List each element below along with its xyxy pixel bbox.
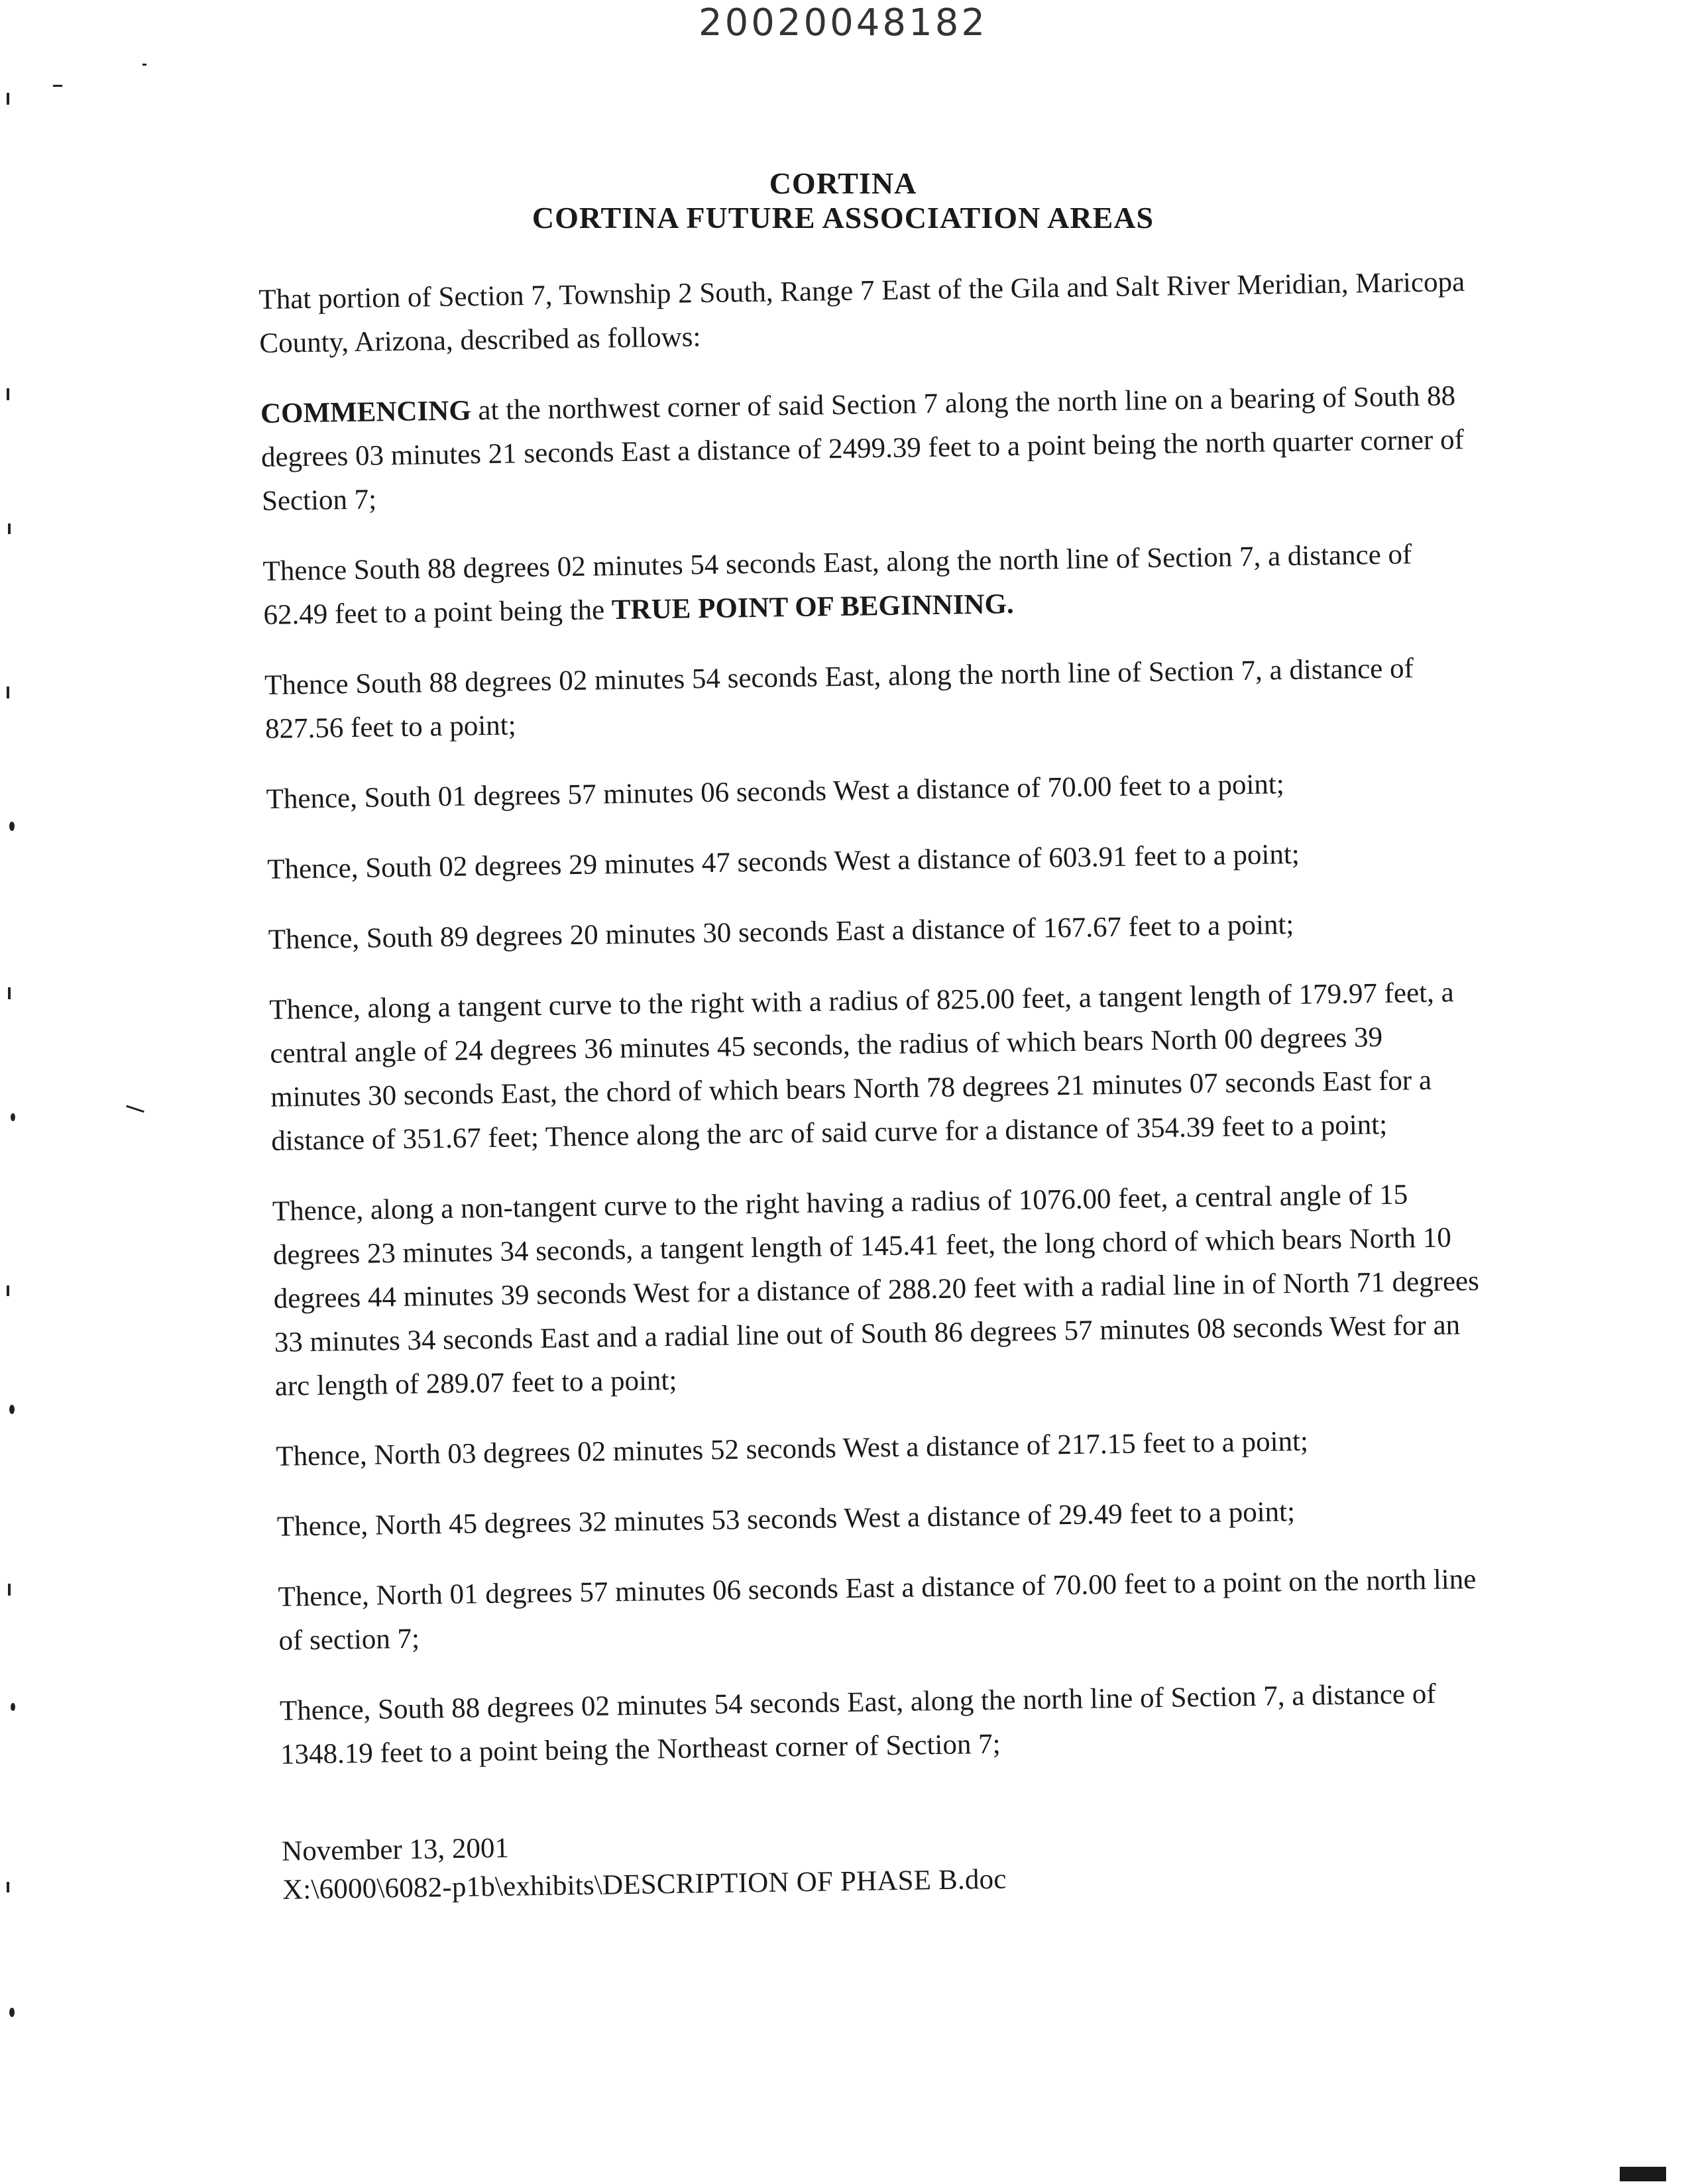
scan-mark: [7, 388, 9, 400]
course-paragraph: Thence South 88 degrees 02 minutes 54 seconds East, along the north line of Section 7, a distance of 827.56 feet to a point;: [264, 653, 1414, 745]
scan-mark: [53, 85, 62, 87]
document-subtitle: CORTINA FUTURE ASSOCIATION AREAS: [532, 201, 1154, 235]
scan-mark: [8, 1584, 11, 1596]
document-footer: [282, 1815, 1489, 1910]
course-paragraph: Thence, along a non-tangent curve to the right having a radius of 1076.00 feet, a central angle of 15 degrees 23 minutes 34 seconds, a tangent length of 145.41 feet, the long chord of which bears North 10 degrees 44 minutes 39 seconds West for a distance of 288.20 feet with a radial line in of North 71 degrees 33 minutes 34 seconds East and a radial line out of South 86 degrees 57 minutes 08 seconds West for an arc length of 289.07 feet to a point;: [272, 1179, 1480, 1402]
commencing-paragraph: [260, 374, 1469, 523]
scan-speck: [9, 1405, 15, 1414]
document-number: 20020048182: [699, 1, 987, 44]
intro-paragraph: That portion of Section 7, Township 2 South, Range 7 East of the Gila and Salt River Meridian, Maricopa County, Arizona, described as follows:: [258, 266, 1465, 359]
document-title: CORTINA: [769, 166, 917, 200]
scan-speck: [9, 822, 15, 831]
scan-mark: [7, 93, 9, 105]
course-paragraph: Thence, South 89 degrees 20 minutes 30 seconds East a distance of 167.67 feet to a point;: [268, 908, 1294, 956]
course-paragraph: Thence, South 02 degrees 29 minutes 47 seconds West a distance of 603.91 feet to a point;: [266, 838, 1300, 885]
legal-description: [258, 260, 1489, 1910]
edge-stamp: [1638, 80, 1678, 292]
course-paragraph: Thence, North 45 degrees 32 minutes 53 seconds West a distance of 29.49 feet to a point;: [276, 1496, 1296, 1543]
course-paragraph: Thence, along a tangent curve to the right with a radius of 825.00 feet, a tangent length of 179.97 feet, a central angle of 24 degrees 36 minutes 45 seconds, the radius of which bears North 00 degrees 39 minutes 30 seconds East, the chord of which bears North 78 degrees 21 minutes 07 seconds East for a distance of 351.67 feet; Thence along the arc of said curve for a distance of 354.39 feet to a point;: [269, 977, 1455, 1157]
scan-mark: [7, 1882, 9, 1892]
scan-mark: [8, 523, 11, 534]
true-point-paragraph: [262, 532, 1470, 637]
footer-date: November 13, 2001: [281, 1832, 510, 1867]
footer-file-path: X:\6000\6082-p1b\exhibits\DESCRIPTION OF PHASE B.doc: [282, 1863, 1007, 1906]
true-point-emphasis: TRUE POINT OF BEGINNING.: [611, 588, 1015, 626]
scan-speck: [11, 1703, 15, 1711]
course-paragraph: Thence, South 88 degrees 02 minutes 54 seconds East, along the north line of Section 7, a distance of 1348.19 feet to a point being the Northeast corner of Section 7;: [279, 1678, 1436, 1771]
commencing-lead: COMMENCING: [260, 395, 472, 429]
scan-mark: [7, 1285, 9, 1296]
corner-tab: [1620, 2167, 1666, 2181]
scan-mark: [7, 686, 9, 698]
scan-mark: [126, 1105, 144, 1113]
commencing-text: at the northwest corner of said Section 7 along the north line on a bearing of South 88 degrees 03 minutes 21 seconds East a distance of 2499.39 feet to a point being the north quarter corner of Section 7;: [260, 380, 1465, 517]
course-paragraph: Thence, North 03 degrees 02 minutes 52 seconds West a distance of 217.15 feet to a point;: [276, 1425, 1309, 1472]
true-point-text: Thence South 88 degrees 02 minutes 54 seconds East, along the north line of Section 7, a distance of 62.49 feet to a point being the: [262, 539, 1412, 631]
scan-speck: [9, 2008, 15, 2017]
course-paragraph: Thence, North 01 degrees 57 minutes 06 seconds East a distance of 70.00 feet to a point on the north line of section 7;: [278, 1563, 1477, 1657]
scan-mark: [142, 64, 146, 66]
scan-mark: [8, 987, 11, 999]
scan-speck: [11, 1113, 15, 1121]
course-paragraph: Thence, South 01 degrees 57 minutes 06 seconds West a distance of 70.00 feet to a point;: [266, 769, 1285, 815]
